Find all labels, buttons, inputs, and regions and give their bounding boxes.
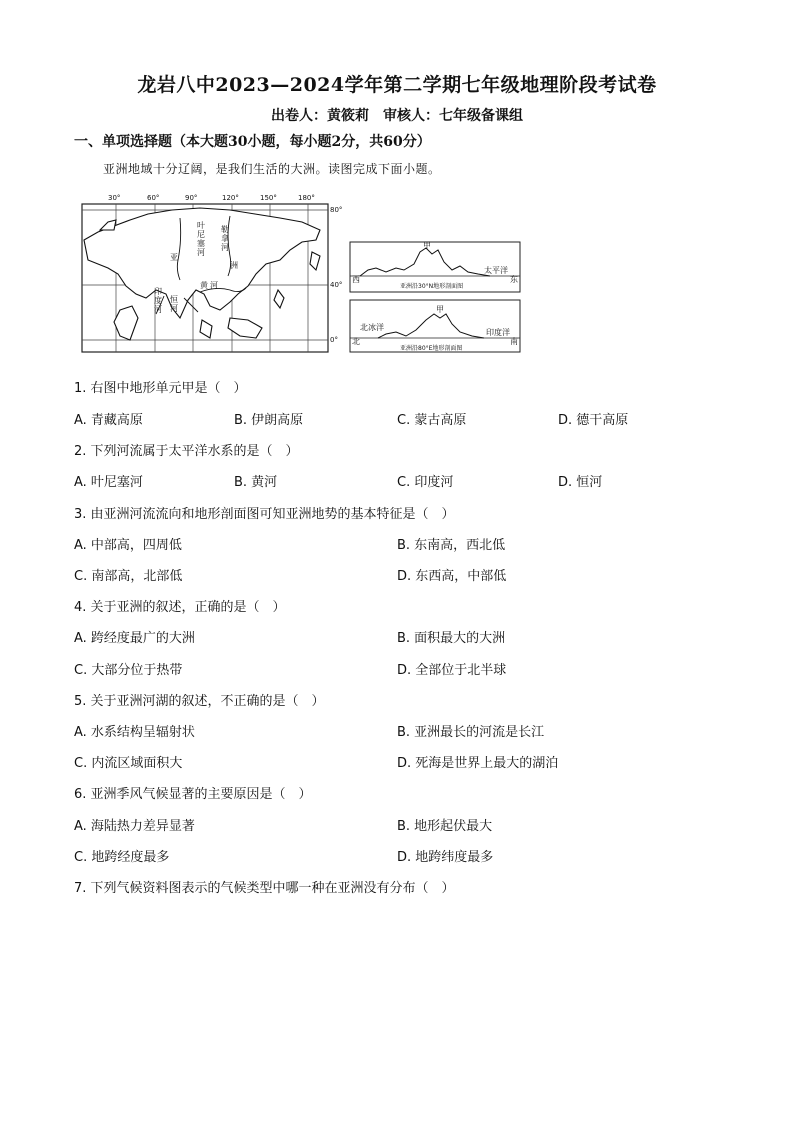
option-6a[interactable]: A. 海陆热力差异显著 [74, 819, 195, 834]
map-lat-label: 80° [330, 206, 343, 214]
question-stem-2: 2. 下列河流属于太平洋水系的是（ ） [74, 444, 299, 459]
option-4a[interactable]: A. 跨经度最广的大洲 [74, 631, 195, 646]
profile-caption: 亚洲沿80°E地形剖面图 [400, 345, 463, 352]
map-label-char: 河 [210, 281, 218, 290]
profile-caption: 亚洲沿30°N地形剖面图 [400, 283, 464, 290]
map-lon-label: 90° [185, 194, 198, 202]
profile-peak-label: 甲 [423, 241, 431, 250]
exam-authors: 出卷人：黄筱莉 审核人：七年级备课组 [271, 108, 523, 124]
question-stem-1: 1. 右图中地形单元甲是（ ） [74, 381, 247, 396]
section-heading: 一、单项选择题（本大题30小题，每小题2分，共60分） [74, 134, 431, 150]
map-lon-label: 30° [108, 194, 121, 202]
option-1a[interactable]: A. 青藏高原 [74, 413, 143, 428]
option-2b[interactable]: B. 黄河 [234, 475, 278, 490]
map-lon-label: 150° [260, 194, 277, 202]
map-label-char: 度 [154, 296, 162, 305]
map-label-char: 亚 [170, 253, 178, 262]
option-2d[interactable]: D. 恒河 [558, 475, 603, 490]
map-label-char: 叶 [197, 221, 205, 230]
map-lon-label: 60° [147, 194, 160, 202]
option-4d[interactable]: D. 全部位于北半球 [397, 663, 507, 678]
option-6d[interactable]: D. 地跨纬度最多 [397, 850, 494, 865]
profile-ocean-label: 太平洋 [484, 266, 508, 275]
question-stem-7: 7. 下列气候资料图表示的气候类型中哪一种在亚洲没有分布（ ） [74, 881, 455, 896]
exam-title: 龙岩八中2023—2024学年第二学期七年级地理阶段考试卷 [137, 74, 657, 96]
profile-dir-north: 北 [352, 337, 360, 346]
option-5c[interactable]: C. 内流区域面积大 [74, 756, 183, 771]
question-stem-3: 3. 由亚洲河流流向和地形剖面图可知亚洲地势的基本特征是（ ） [74, 507, 455, 522]
profile-dir-east: 东 [510, 275, 518, 284]
option-1b[interactable]: B. 伊朗高原 [234, 413, 304, 428]
option-3d[interactable]: D. 东西高，中部低 [397, 569, 507, 584]
map-label-char: 河 [170, 304, 178, 313]
map-label-char: 塞 [197, 239, 205, 248]
option-3a[interactable]: A. 中部高，四周低 [74, 538, 182, 553]
option-4c[interactable]: C. 大部分位于热带 [74, 663, 183, 678]
profile-ocean-label: 北冰洋 [360, 323, 384, 332]
question-stem-6: 6. 亚洲季风气候显著的主要原因是（ ） [74, 787, 312, 802]
asia-map [82, 194, 342, 352]
profile-ocean-label: 印度洋 [486, 328, 510, 337]
option-5d[interactable]: D. 死海是世界上最大的湖泊 [397, 756, 559, 771]
map-label-char: 拿 [221, 234, 229, 243]
option-5b[interactable]: B. 亚洲最长的河流是长江 [397, 725, 545, 740]
option-1d[interactable]: D. 德干高原 [558, 413, 629, 428]
map-label-char: 恒 [170, 295, 178, 304]
profile-80e [350, 300, 520, 352]
map-label-char: 河 [197, 248, 205, 257]
map-label-char: 洲 [230, 261, 238, 270]
map-lat-label: 0° [330, 336, 338, 344]
option-3c[interactable]: C. 南部高，北部低 [74, 569, 183, 584]
option-5a[interactable]: A. 水系结构呈辐射状 [74, 725, 195, 740]
option-6b[interactable]: B. 地形起伏最大 [397, 819, 493, 834]
map-lon-label: 120° [222, 194, 239, 202]
question-stem-4: 4. 关于亚洲的叙述，正确的是（ ） [74, 600, 286, 615]
option-4b[interactable]: B. 面积最大的大洲 [397, 631, 506, 646]
option-2c[interactable]: C. 印度河 [397, 475, 454, 490]
option-6c[interactable]: C. 地跨经度最多 [74, 850, 170, 865]
map-label-char: 黄 [200, 281, 208, 290]
question-stem-5: 5. 关于亚洲河湖的叙述，不正确的是（ ） [74, 694, 325, 709]
map-label-char: 尼 [197, 230, 205, 239]
option-1c[interactable]: C. 蒙古高原 [397, 413, 467, 428]
map-lat-label: 40° [330, 281, 343, 289]
profile-peak-label: 甲 [436, 305, 444, 314]
profile-dir-west: 西 [352, 275, 360, 284]
option-2a[interactable]: A. 叶尼塞河 [74, 475, 143, 490]
profile-30n [350, 241, 520, 292]
asia-figure [80, 190, 530, 356]
profile-dir-south: 南 [510, 337, 518, 346]
map-label-char: 河 [154, 305, 162, 314]
asia-figure-svg [80, 190, 530, 356]
map-label-char: 河 [221, 243, 229, 252]
map-label-char: 勒 [221, 225, 229, 234]
map-lon-label: 180° [298, 194, 315, 202]
option-3b[interactable]: B. 东南高，西北低 [397, 538, 506, 553]
question-intro: 亚洲地域十分辽阔，是我们生活的大洲。读图完成下面小题。 [103, 162, 441, 176]
map-label-char: 印 [154, 287, 162, 296]
